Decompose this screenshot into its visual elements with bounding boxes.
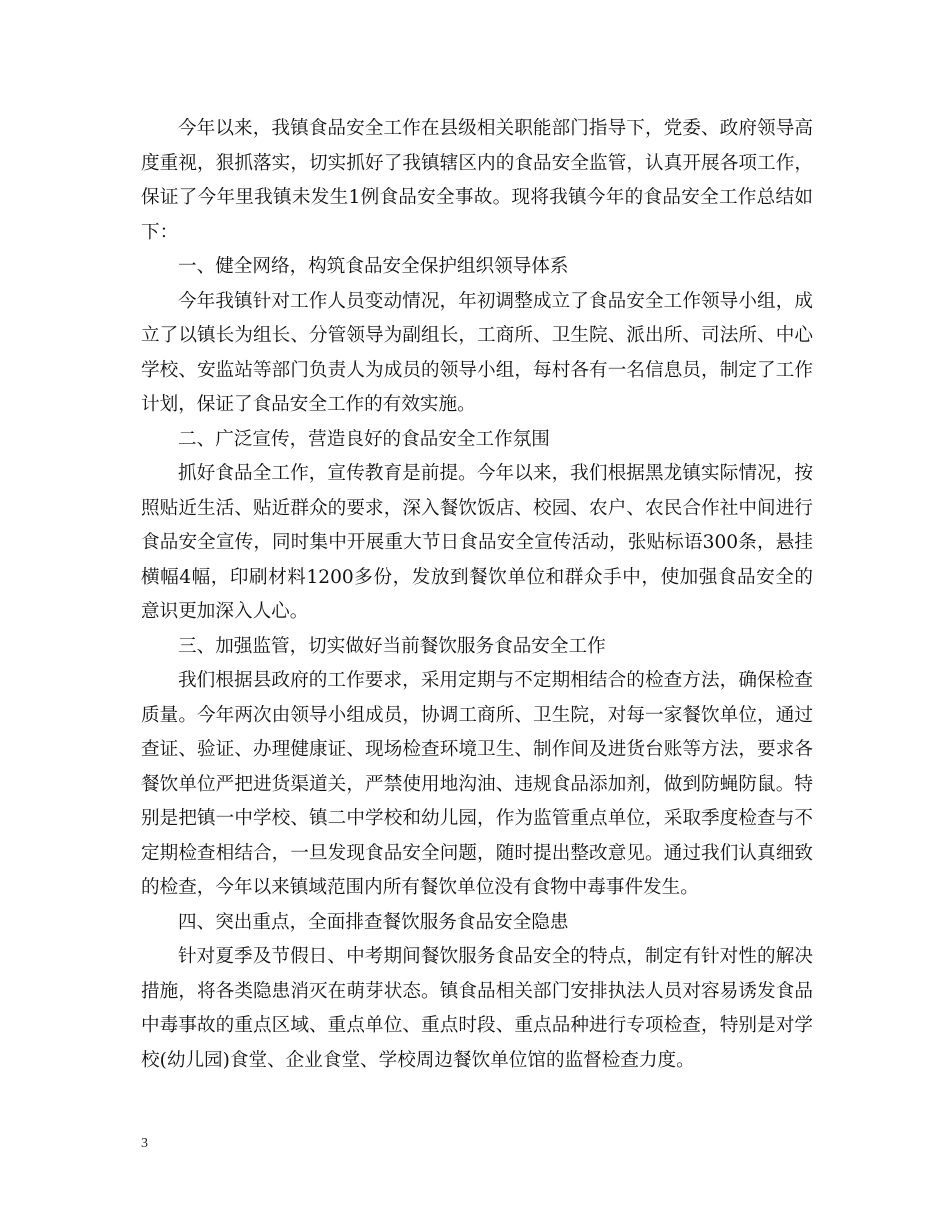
page-number: 3 [141, 1136, 148, 1151]
section-body-3: 我们根据县政府的工作要求，采用定期与不定期相结合的检查方法，确保检查质量。今年两次由领导小组成员，协调工商所、卫生院，对每一家餐饮单位，通过查证、验证、办理健康证、现场检查环境卫生、制作间及进货台账等方法，要求各餐饮单位严把进货渠道关，严禁使用地沟油、违规食品添加剂，做到防蝇防鼠。特别是把镇一中学校、镇二中学校和幼儿园，作为监管重点单位，采取季度检查与不定期检查相结合，一旦发现食品安全问题，随时提出整改意见。通过我们认真细致的检查，今年以来镇域范围内所有餐饮单位没有食物中毒事件发生。 [141, 670, 813, 898]
section-heading-1: 一、健全网络，构筑食品安全保护组织领导体系 [178, 256, 569, 277]
section-heading-4: 四、突出重点，全面排查餐饮服务食品安全隐患 [178, 911, 569, 933]
document-body [141, 112, 813, 1078]
section-body-1: 今年我镇针对工作人员变动情况，年初调整成立了食品安全工作领导小组，成立了以镇长为组长、分管领导为副组长，工商所、卫生院、派出所、司法所、中心学校、安监站等部门负责人为成员的领导小组，每村各有一名信息员，制定了工作计划，保证了食品安全工作的有效实施。 [141, 290, 813, 415]
intro-paragraph: 今年以来，我镇食品安全工作在县级相关职能部门指导下，党委、政府领导高度重视，狠抓落实，切实抓好了我镇辖区内的食品安全监管，认真开展各项工作，保证了今年里我镇未发生1例食品安全事故。现将我镇今年的食品安全工作总结如下： [141, 118, 813, 243]
section-body-4: 针对夏季及节假日、中考期间餐饮服务食品安全的特点，制定有针对性的解决措施，将各类隐患消灭在萌芽状态。镇食品相关部门安排执法人员对容易诱发食品中毒事故的重点区域、重点单位、重点时段、重点品种进行专项检查，特别是对学校(幼儿园)食堂、企业食堂、学校周边餐饮单位馆的监督检查力度。 [141, 946, 813, 1071]
section-body-2: 抓好食品全工作，宣传教育是前提。今年以来，我们根据黑龙镇实际情况，按照贴近生活、贴近群众的要求，深入餐饮饭店、校园、农户、农民合作社中间进行食品安全宣传，同时集中开展重大节日食品安全宣传活动，张贴标语300条，悬挂横幅4幅，印刷材料1200多份，发放到餐饮单位和群众手中，使加强食品安全的意识更加深入人心。 [141, 463, 813, 622]
section-heading-3: 三、加强监管，切实做好当前餐饮服务食品安全工作 [178, 635, 606, 657]
section-heading-2: 二、广泛宣传，营造良好的食品安全工作氛围 [178, 428, 550, 450]
